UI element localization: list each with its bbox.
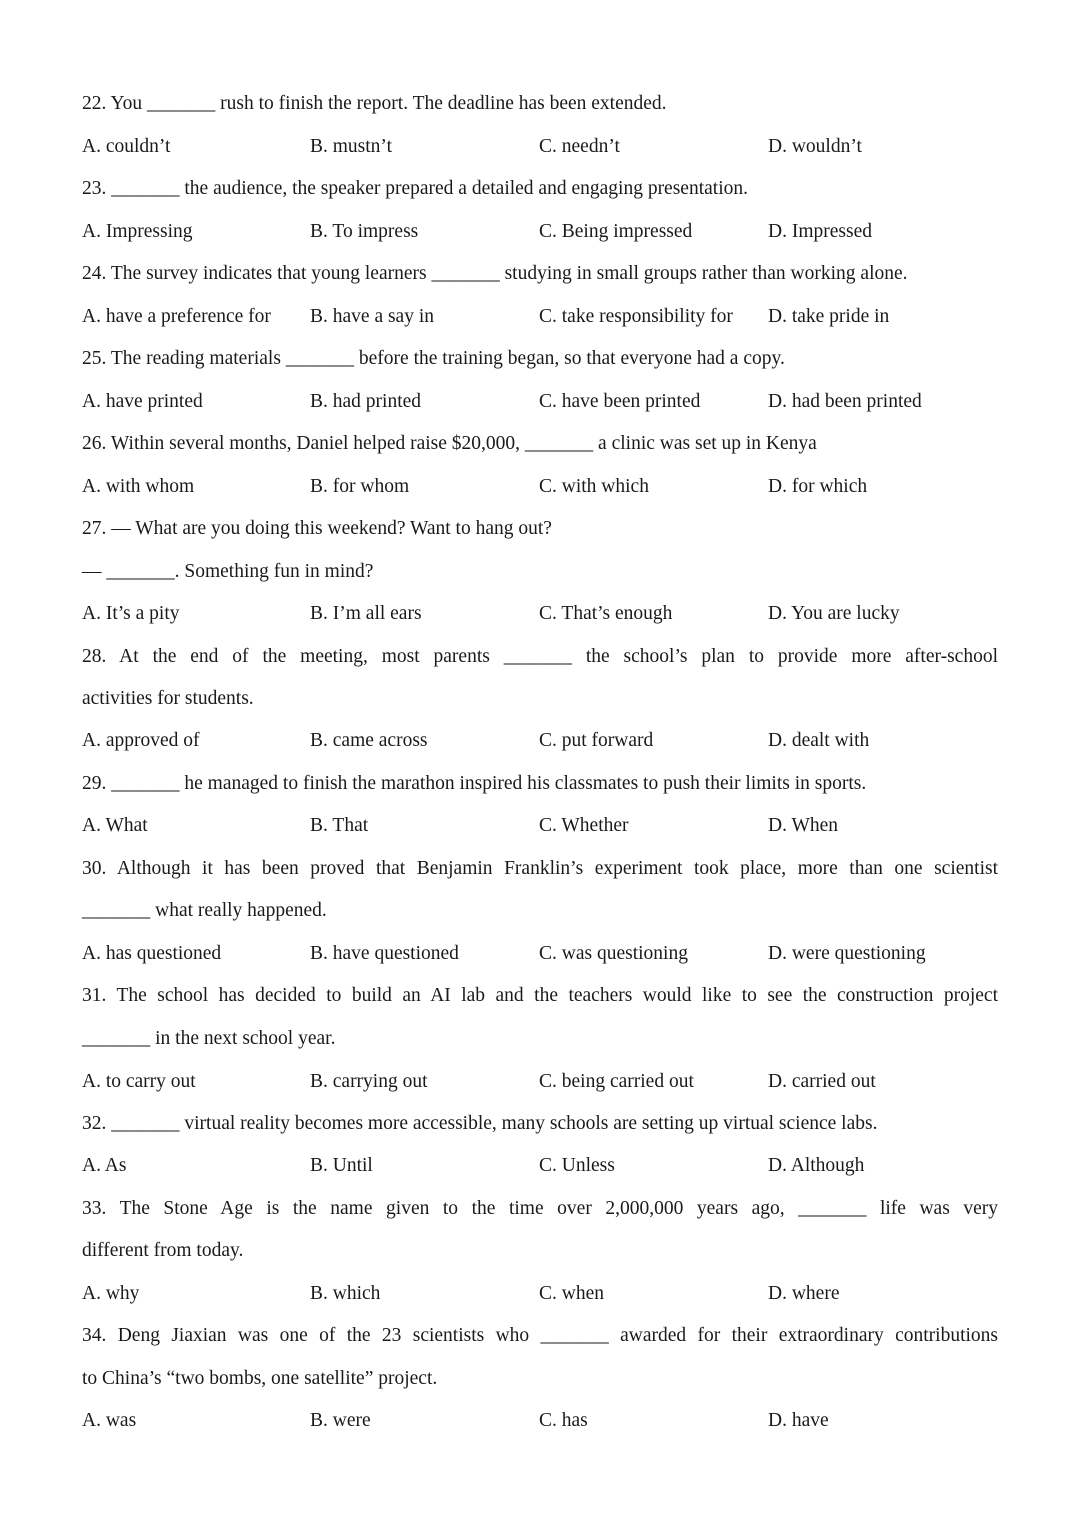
- q34-option-b: B. were: [310, 1410, 371, 1431]
- q30-option-d: D. were questioning: [768, 943, 926, 964]
- q26-option-b: B. for whom: [310, 476, 410, 497]
- q28-option-c: C. put forward: [539, 730, 654, 751]
- q22-option-b: B. mustn’t: [310, 136, 392, 157]
- question-26-stem: 26. Within several months, Daniel helped raise $20,000, _______ a clinic was set up in Kenya: [82, 433, 817, 454]
- question-27-response: — _______. Something fun in mind?: [82, 561, 374, 582]
- q33-option-d: D. where: [768, 1283, 840, 1304]
- q25-option-b: B. had printed: [310, 391, 422, 412]
- q34-option-a: A. was: [82, 1410, 137, 1431]
- q27-option-b: B. I’m all ears: [310, 603, 422, 624]
- q24-option-a: A. have a preference for: [82, 306, 271, 327]
- q22-option-c: C. needn’t: [539, 136, 620, 157]
- question-32-stem: 32. _______ virtual reality becomes more accessible, many schools are setting up virtual science labs.: [82, 1113, 878, 1134]
- question-33-stem: 33. The Stone Age is the name given to the time over 2,000,000 years ago, _______ life was very: [82, 1198, 998, 1219]
- q23-option-a: A. Impressing: [82, 221, 193, 242]
- question-24-stem: 24. The survey indicates that young learners _______ studying in small groups rather than working alone.: [82, 263, 908, 284]
- q29-option-c: C. Whether: [539, 815, 629, 836]
- q26-option-a: A. with whom: [82, 476, 195, 497]
- q31-option-d: D. carried out: [768, 1071, 876, 1092]
- q28-option-d: D. dealt with: [768, 730, 870, 751]
- q33-option-a: A. why: [82, 1283, 140, 1304]
- q29-option-b: B. That: [310, 815, 369, 836]
- q29-option-d: D. When: [768, 815, 839, 836]
- q30-option-b: B. have questioned: [310, 943, 459, 964]
- q29-option-a: A. What: [82, 815, 148, 836]
- q27-option-a: A. It’s a pity: [82, 603, 180, 624]
- q32-option-a: A. As: [82, 1155, 127, 1176]
- q25-option-c: C. have been printed: [539, 391, 701, 412]
- q25-option-a: A. have printed: [82, 391, 203, 412]
- q22-option-a: A. couldn’t: [82, 136, 171, 157]
- question-22-stem: 22. You _______ rush to finish the report. The deadline has been extended.: [82, 93, 667, 114]
- question-31-stem: 31. The school has decided to build an AI lab and the teachers would like to see the construction project: [82, 985, 998, 1006]
- q32-option-d: D. Although: [768, 1155, 865, 1176]
- question-30-stem-continued: _______ what really happened.: [82, 900, 327, 921]
- q26-option-c: C. with which: [539, 476, 649, 497]
- q23-option-b: B. To impress: [310, 221, 419, 242]
- q28-option-b: B. came across: [310, 730, 428, 751]
- q28-option-a: A. approved of: [82, 730, 200, 751]
- q32-option-b: B. Until: [310, 1155, 373, 1176]
- question-23-stem: 23. _______ the audience, the speaker prepared a detailed and engaging presentation.: [82, 178, 748, 199]
- q34-option-d: D. have: [768, 1410, 829, 1431]
- q24-option-c: C. take responsibility for: [539, 306, 733, 327]
- question-29-stem: 29. _______ he managed to finish the marathon inspired his classmates to push their limits in sports.: [82, 773, 867, 794]
- q33-option-b: B. which: [310, 1283, 381, 1304]
- q34-option-c: C. has: [539, 1410, 588, 1431]
- q31-option-a: A. to carry out: [82, 1071, 196, 1092]
- q23-option-c: C. Being impressed: [539, 221, 693, 242]
- q30-option-a: A. has questioned: [82, 943, 222, 964]
- question-34-stem-continued: to China’s “two bombs, one satellite” project.: [82, 1368, 438, 1389]
- question-31-stem-continued: _______ in the next school year.: [82, 1028, 336, 1049]
- q23-option-d: D. Impressed: [768, 221, 872, 242]
- q30-option-c: C. was questioning: [539, 943, 688, 964]
- question-28-stem: 28. At the end of the meeting, most parents _______ the school’s plan to provide more after-school: [82, 646, 998, 667]
- q31-option-c: C. being carried out: [539, 1071, 694, 1092]
- question-25-stem: 25. The reading materials _______ before the training began, so that everyone had a copy.: [82, 348, 785, 369]
- q33-option-c: C. when: [539, 1283, 604, 1304]
- question-27-stem: 27. — What are you doing this weekend? Want to hang out?: [82, 518, 552, 539]
- q24-option-d: D. take pride in: [768, 306, 890, 327]
- q22-option-d: D. wouldn’t: [768, 136, 862, 157]
- q31-option-b: B. carrying out: [310, 1071, 428, 1092]
- question-28-stem-continued: activities for students.: [82, 688, 254, 709]
- question-33-stem-continued: different from today.: [82, 1240, 244, 1261]
- question-30-stem: 30. Although it has been proved that Benjamin Franklin’s experiment took place, more than one scientist: [82, 858, 998, 879]
- q24-option-b: B. have a say in: [310, 306, 435, 327]
- question-34-stem: 34. Deng Jiaxian was one of the 23 scientists who _______ awarded for their extraordinary contributions: [82, 1325, 998, 1346]
- q26-option-d: D. for which: [768, 476, 868, 497]
- q27-option-c: C. That’s enough: [539, 603, 673, 624]
- q25-option-d: D. had been printed: [768, 391, 922, 412]
- q32-option-c: C. Unless: [539, 1155, 615, 1176]
- q27-option-d: D. You are lucky: [768, 603, 900, 624]
